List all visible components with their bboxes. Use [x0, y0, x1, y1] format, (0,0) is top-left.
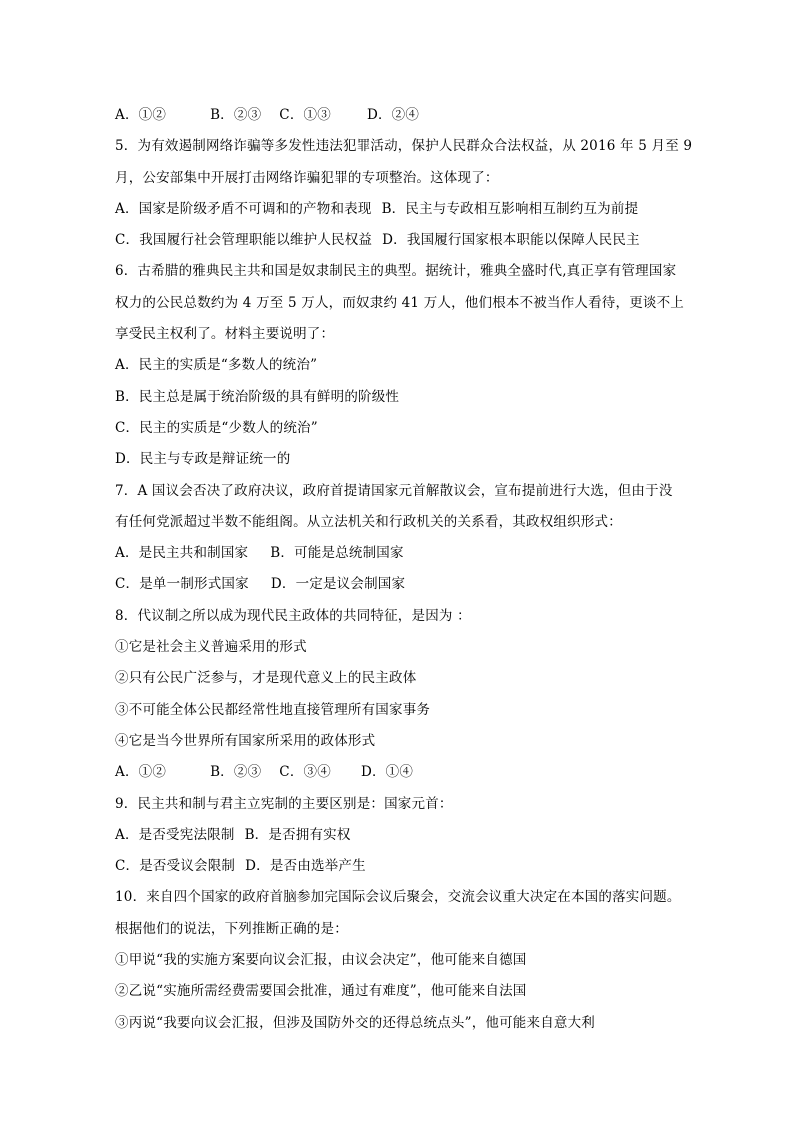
q9-options-row1: [115, 820, 685, 851]
q9-option-c: C．是否受议会限制: [115, 858, 236, 875]
q7-option-c: C．是单一制形式国家: [115, 576, 249, 593]
q10-stem-line2: 根据他们的说法，下列推断正确的是：: [115, 920, 348, 937]
q8-stem: 8．代议制之所以成为现代民主政体的共同特征，是因为 ：: [115, 607, 471, 624]
q5-options-row2: [115, 225, 685, 256]
q6-option-b: B．民主总是属于统治阶级的具有鲜明的阶级性: [115, 388, 400, 405]
q6-stem-line2: 权力的公民总数约为 4 万至 5 万人，而奴隶约 41 万人，他们根本不被当作人看待，更谈不上: [115, 294, 685, 311]
q9-option-a: A．是否受宪法限制: [115, 826, 235, 843]
q6-option-a: A．民主的实质是“多数人的统治”: [115, 357, 318, 374]
q8-item-3: ③不可能全体公民都经常性地直接管理所有国家事务: [115, 701, 431, 718]
q5-stem-line1: 5．为有效遏制网络诈骗等多发性违法犯罪活动，保护人民群众合法权益，从 2016 年 5 月至 9: [115, 138, 693, 155]
q9-stem: 9．民主共和制与君主立宪制的主要区别是：国家元首：: [115, 795, 453, 812]
q8-options-row: [115, 757, 685, 788]
q7-option-b: B．可能是总统制国家: [270, 545, 404, 562]
q7-options-row1: [115, 538, 685, 569]
q10-item-2: ②乙说“实施所需经费需要国会批准，通过有难度”，他可能来自法国: [115, 983, 527, 1000]
q5-option-b: B．民主与专政相互影响相互制约互为前提: [381, 200, 639, 217]
q10-item-1: ①甲说“我的实施方案要向议会汇报，由议会决定”，他可能来自德国: [115, 952, 527, 969]
q5-option-d: D．我国履行国家根本职能以保障人民民主: [382, 232, 640, 249]
q8-item-4: ④它是当今世界所有国家所采用的政体形式: [115, 732, 376, 749]
q5-options-row1: [115, 194, 685, 225]
q8-option-c: C．③④: [279, 764, 331, 781]
q6-stem-line3: 享受民主权利了。材料主要说明了：: [115, 326, 335, 343]
q7-stem-line2: 有任何党派超过半数不能组阁。从立法机关和行政机关的关系看，其政权组织形式：: [115, 513, 622, 530]
q7-stem-line1: 7．A 国议会否决了政府决议，政府首提请国家元首解散议会，宣布提前进行大选，但由于没: [115, 482, 673, 499]
q6-option-c: C．民主的实质是“少数人的统治”: [115, 419, 318, 436]
q9-option-d: D．是否由选举产生: [245, 858, 366, 875]
exam-page: [115, 100, 693, 1039]
q7-option-a: A．是民主共和制国家: [115, 545, 249, 562]
q8-item-2: ②只有公民广泛参与，才是现代意义上的民主政体: [115, 670, 417, 687]
q9-options-row2: [115, 851, 685, 882]
q6-option-d: D．民主与专政是辩证统一的: [115, 451, 291, 468]
q8-item-1: ①它是社会主义普遍采用的形式: [115, 639, 307, 656]
q4-option-d: D．②④: [366, 107, 420, 123]
q5-option-a: A．国家是阶级矛盾不可调和的产物和表现: [115, 200, 372, 217]
q7-options-row2: [115, 569, 685, 600]
q9-option-b: B．是否拥有实权: [244, 826, 351, 843]
q8-option-b: B．②③: [210, 764, 262, 781]
q7-option-d: D．一定是议会制国家: [270, 576, 406, 593]
q4-options-row: [115, 100, 685, 131]
q4-option-b: B．②③: [210, 107, 262, 123]
q5-option-c: C．我国履行社会管理职能以维护人民权益: [115, 232, 373, 249]
q5-stem-line2: 月，公安部集中开展打击网络诈骗犯罪的专项整治。这体现了：: [115, 169, 499, 186]
q8-option-a: A．①②: [115, 764, 167, 781]
q4-option-c: C．①③: [279, 107, 331, 123]
q10-item-3: ③丙说“我要向议会汇报，但涉及国防外交的还得总统点头”，他可能来自意大利: [115, 1014, 596, 1031]
q6-stem-line1: 6．古希腊的雅典民主共和国是奴隶制民主的典型。据统计，雅典全盛时代,真正享有管理国家: [115, 263, 677, 280]
q4-option-a: A．①②: [115, 107, 167, 123]
q10-stem-line1: 10．来自四个国家的政府首脑参加完国际会议后聚会，交流会议重大决定在本国的落实问题。: [115, 889, 681, 906]
q8-option-d: D．①④: [360, 764, 414, 781]
